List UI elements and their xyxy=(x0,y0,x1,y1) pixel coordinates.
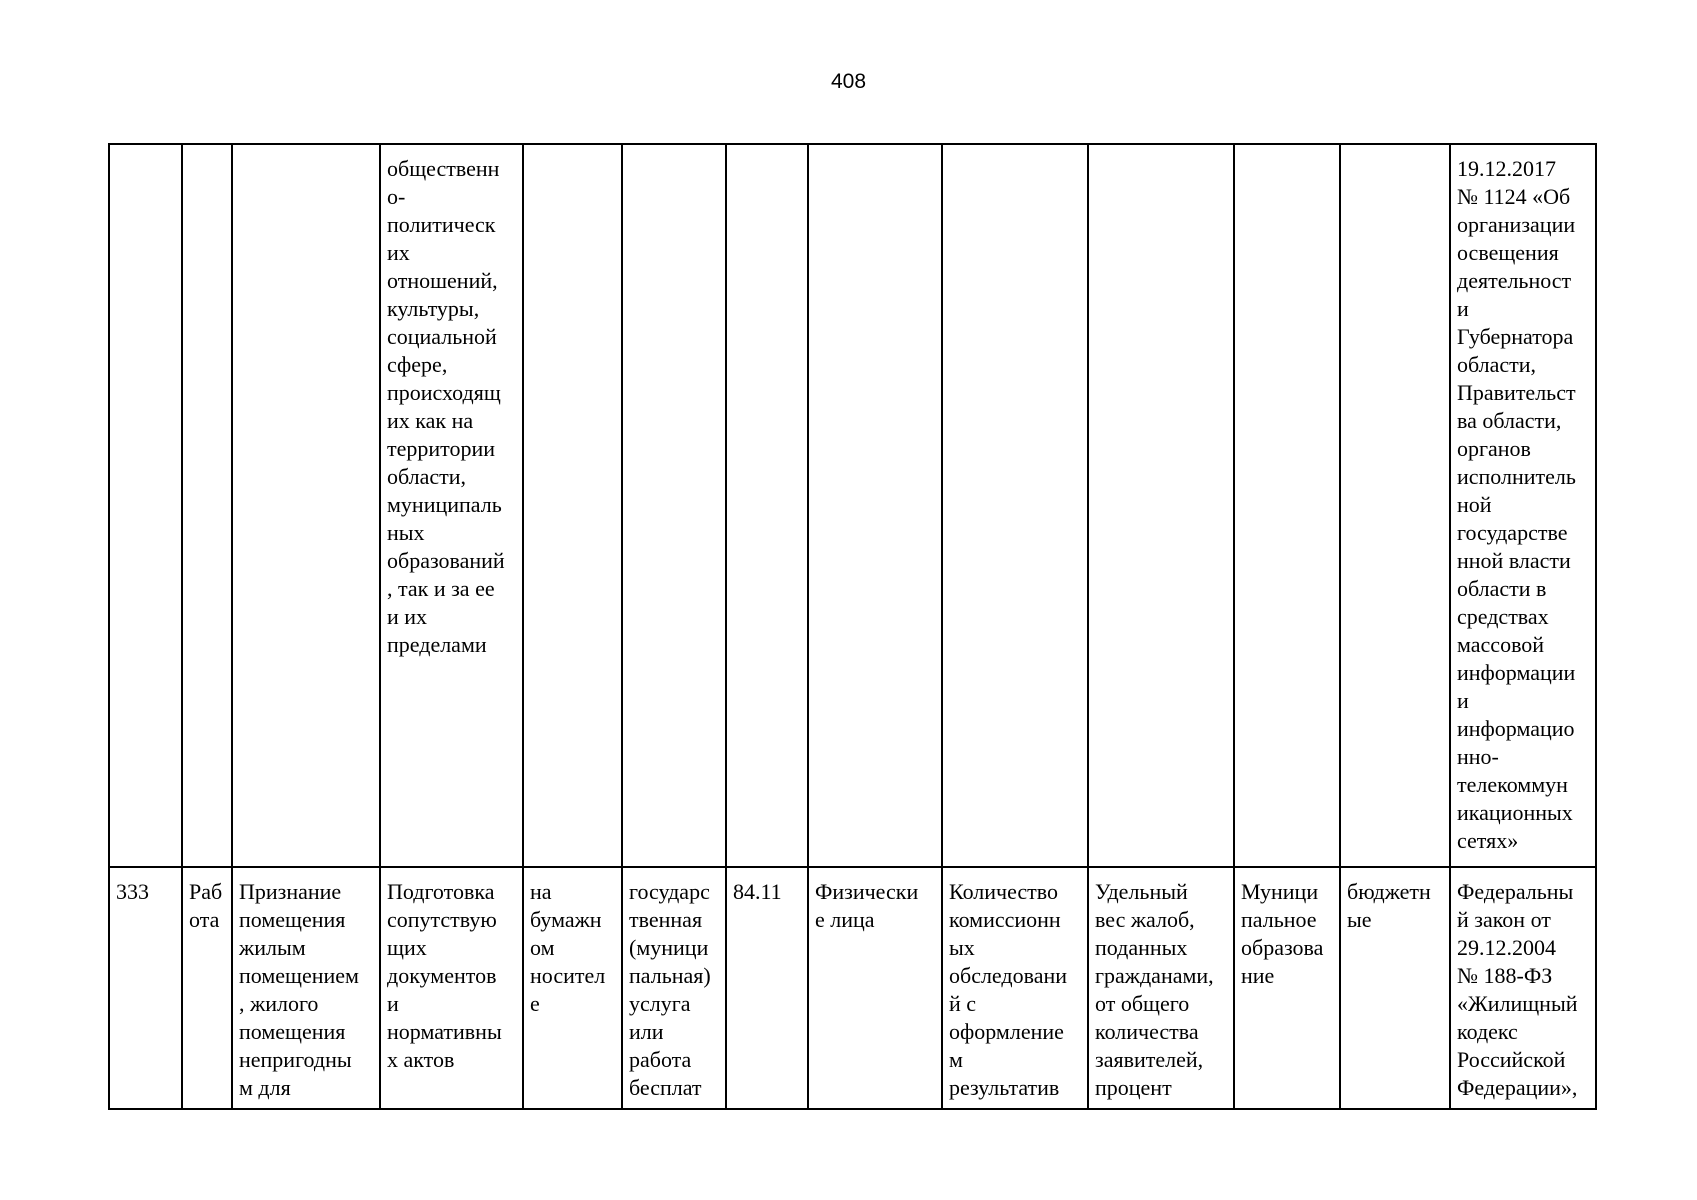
cell-consumers xyxy=(808,144,942,867)
cell-legal-basis: 19.12.2017 № 1124 «Об организации освещения деятельност и Губернатора области, Правительст ва области, органов исполнитель ной государстве нной власти области в средствах массовой информации и информацио нно- телекоммун икационных сетях» xyxy=(1450,144,1596,867)
cell-form xyxy=(523,144,622,867)
table-row-continuation xyxy=(109,144,1596,867)
cell-number xyxy=(109,144,182,867)
cell-content: общественн о- политическ их отношений, культуры, социальной сфере, происходящ их как на территории области, муниципаль ных образований , так и за ее и их пределами xyxy=(380,144,523,867)
cell-legal-basis: Федеральны й закон от 29.12.2004 № 188-ФЗ «Жилищный кодекс Российской Федерации», xyxy=(1450,867,1596,1109)
registry-table xyxy=(108,143,1597,1110)
cell-institution-type: бюджетн ые xyxy=(1340,867,1450,1109)
cell-kind xyxy=(622,144,726,867)
cell-content: Подготовка сопутствую щих документов и нормативны х актов xyxy=(380,867,523,1109)
cell-type: Раб ота xyxy=(182,867,232,1109)
cell-institution-type xyxy=(1340,144,1450,867)
cell-volume-indicator: Количество комиссионн ых обследовани й с оформление м результатив xyxy=(942,867,1088,1109)
cell-type xyxy=(182,144,232,867)
cell-level xyxy=(1234,144,1340,867)
cell-volume-indicator xyxy=(942,144,1088,867)
cell-kind: государс твенная (муници пальная) услуга или работа бесплат xyxy=(622,867,726,1109)
cell-name: Признание помещения жилым помещением , жилого помещения непригодны м для xyxy=(232,867,380,1109)
table-row-333 xyxy=(109,867,1596,1109)
cell-consumers: Физически е лица xyxy=(808,867,942,1109)
cell-quality-indicator xyxy=(1088,144,1234,867)
cell-quality-indicator: Удельный вес жалоб, поданных гражданами, от общего количества заявителей, процент xyxy=(1088,867,1234,1109)
cell-code xyxy=(726,144,808,867)
cell-level: Муници пальное образова ние xyxy=(1234,867,1340,1109)
cell-number: 333 xyxy=(109,867,182,1109)
cell-code: 84.11 xyxy=(726,867,808,1109)
cell-name xyxy=(232,144,380,867)
cell-form: на бумажн ом носител е xyxy=(523,867,622,1109)
page-number: 408 xyxy=(830,70,867,93)
